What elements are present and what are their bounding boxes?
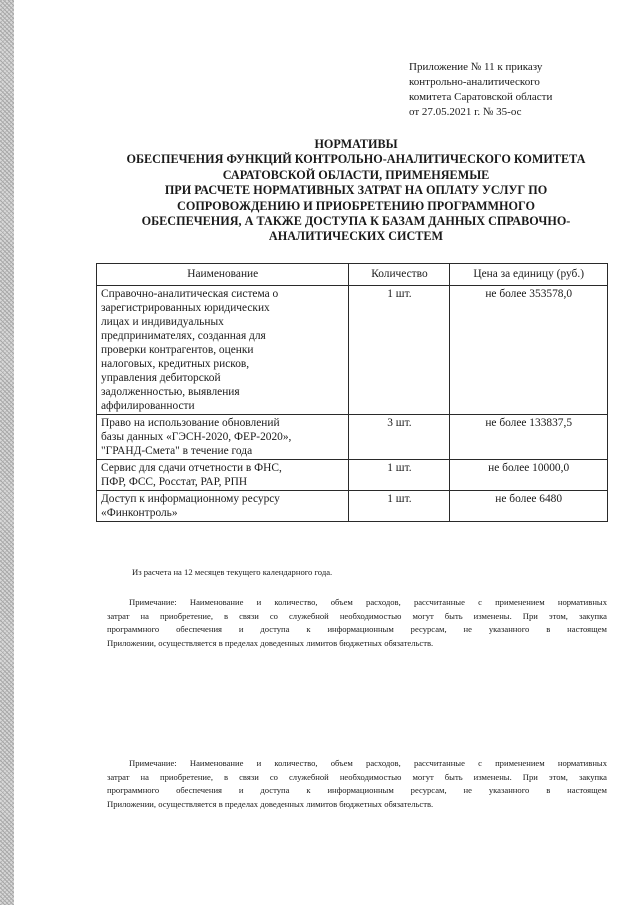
cell-name-line: Право на использование обновлений: [101, 417, 280, 429]
cell-name-line: ПФР, ФСС, Росстат, РАР, РПН: [101, 476, 248, 488]
appendix-line: от 27.05.2021 г. № 35-ос: [409, 106, 522, 118]
note-paragraph-duplicate: [107, 757, 607, 811]
header-price: Цена за единицу (руб.): [450, 264, 608, 286]
cell-quantity: 3 шт.: [349, 415, 450, 460]
cell-price: не более 133837,5: [450, 415, 608, 460]
cell-name-line: "ГРАНД-Смета" в течение года: [101, 445, 253, 457]
title-line: САРАТОВСКОЙ ОБЛАСТИ, ПРИМЕНЯЕМЫЕ: [222, 167, 490, 182]
note-line: затрат на приобретение, в связи со служебной необходимостью могут быть изменены. При этом, закупка: [107, 610, 607, 621]
cell-name-line: Справочно-аналитическая система о: [101, 288, 279, 300]
cell-name-line: Доступ к информационному ресурсу: [101, 493, 280, 505]
appendix-line: комитета Саратовской области: [409, 91, 553, 103]
note-paragraph: [107, 596, 607, 650]
cell-name-line: зарегистрированных юридических: [101, 302, 270, 314]
norms-table: [96, 263, 608, 522]
note-line: программного обеспечения и доступа к информационным ресурсам, не указанного в настоящем: [107, 785, 607, 795]
note-line: Примечание: Наименование и количество, объем расходов, рассчитанные с применением нормативных: [129, 597, 607, 607]
title-line: АНАЛИТИЧЕСКИХ СИСТЕМ: [268, 229, 444, 244]
cell-name-line: лицах и индивидуальных: [101, 316, 224, 328]
cell-name-line: задолженностью, выявления: [101, 386, 240, 398]
note-line: затрат на приобретение, в связи со служебной необходимостью могут быть изменены. При этом, закупка: [107, 771, 607, 782]
cell-name-line: аффилированности: [101, 400, 195, 412]
note-line: Примечание: Наименование и количество, объем расходов, рассчитанные с применением нормативных: [129, 758, 607, 768]
appendix-reference: [409, 60, 609, 120]
footnote: Из расчета на 12 месяцев текущего календарного года.: [132, 567, 333, 577]
appendix-line: Приложение № 11 к приказу: [409, 61, 543, 73]
cell-quantity: 1 шт.: [349, 491, 450, 522]
cell-name: [97, 286, 349, 415]
title-line: НОРМАТИВЫ: [314, 137, 398, 151]
cell-name-line: «Финконтроль»: [101, 507, 178, 519]
note-line: программного обеспечения и доступа к информационным ресурсам, не указанного в настоящем: [107, 624, 607, 634]
cell-name: [97, 415, 349, 460]
table-header-row: [97, 264, 608, 286]
cell-name: [97, 491, 349, 522]
cell-quantity: 1 шт.: [349, 460, 450, 491]
title-line: ОБЕСПЕЧЕНИЯ ФУНКЦИЙ КОНТРОЛЬНО-АНАЛИТИЧЕСКОГО КОМИТЕТА: [126, 152, 586, 167]
cell-price: не более 6480: [450, 491, 608, 522]
title-line: СОПРОВОЖДЕНИЮ И ПРИОБРЕТЕНИЮ ПРОГРАММНОГО: [177, 198, 535, 213]
cell-name: [97, 460, 349, 491]
cell-name-line: базы данных «ГЭСН-2020, ФЕР-2020»,: [101, 431, 292, 443]
title-line: ПРИ РАСЧЕТЕ НОРМАТИВНЫХ ЗАТРАТ НА ОПЛАТУ УСЛУГ ПО: [164, 183, 548, 198]
scan-border: [0, 0, 14, 905]
cell-name-line: предпринимателях, созданная для: [101, 330, 266, 342]
cell-name-line: налоговых, кредитных рисков,: [101, 358, 250, 370]
title-line: ОБЕСПЕЧЕНИЯ, А ТАКЖЕ ДОСТУПА К БАЗАМ ДАННЫХ СПРАВОЧНО-: [141, 214, 571, 229]
table-row: [97, 491, 608, 522]
cell-price: не более 10000,0: [450, 460, 608, 491]
document-title: [95, 137, 617, 245]
note-line: Приложении, осуществляется в пределах доведенных лимитов бюджетных обязательств.: [107, 798, 434, 809]
cell-name-line: Сервис для сдачи отчетности в ФНС,: [101, 462, 282, 474]
appendix-line: контрольно-аналитического: [409, 76, 540, 88]
note-line: Приложении, осуществляется в пределах доведенных лимитов бюджетных обязательств.: [107, 637, 434, 648]
table-row: [97, 415, 608, 460]
cell-name-line: управления дебиторской: [101, 372, 221, 384]
header-quantity: Количество: [349, 264, 450, 286]
table-row: [97, 460, 608, 491]
header-name: Наименование: [97, 264, 349, 286]
cell-quantity: 1 шт.: [349, 286, 450, 415]
cell-price: не более 353578,0: [450, 286, 608, 415]
cell-name-line: проверки контрагентов, оценки: [101, 344, 254, 356]
table-row: [97, 286, 608, 415]
